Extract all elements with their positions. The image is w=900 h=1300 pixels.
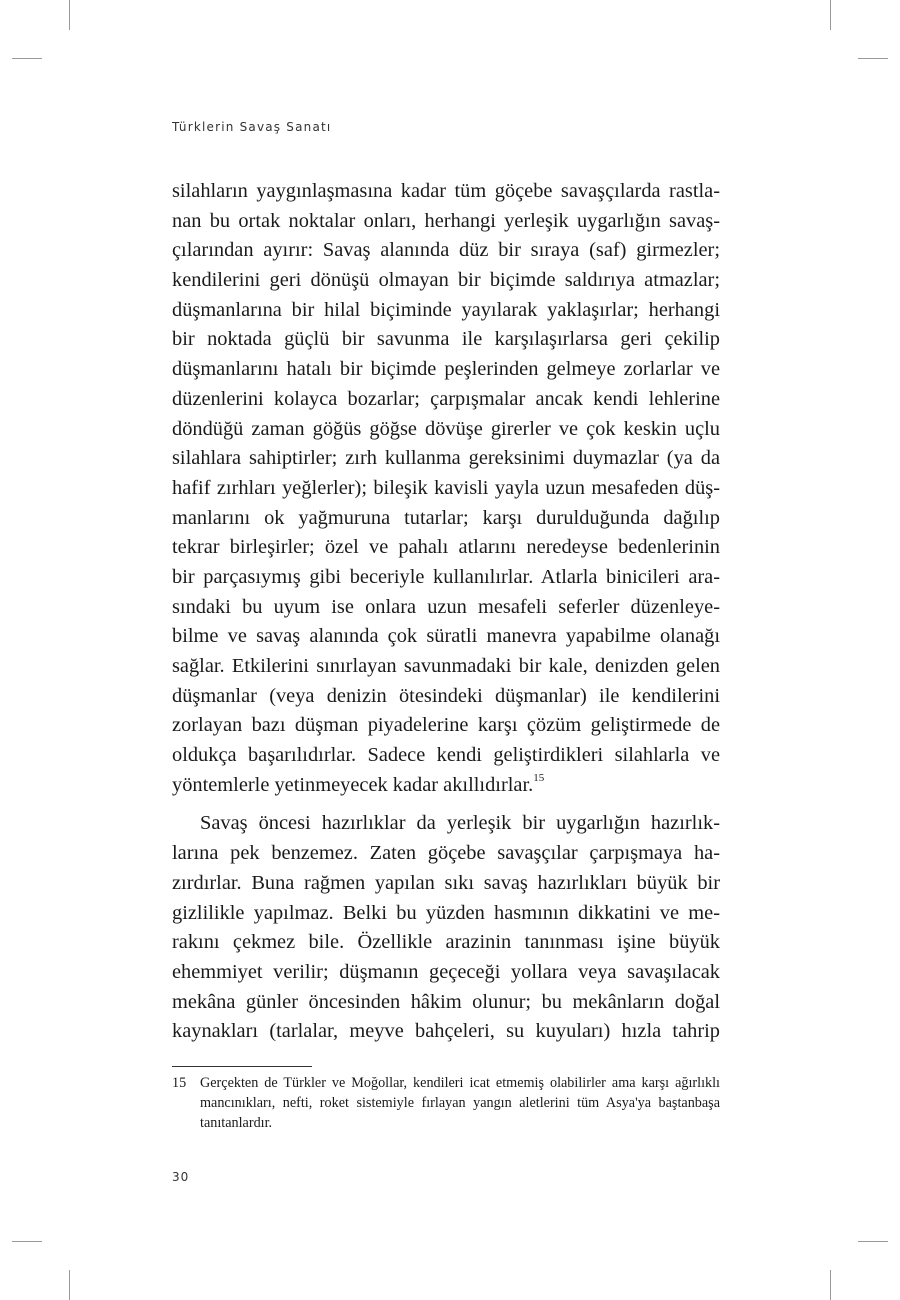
body-text — [172, 177, 720, 1047]
text-line: kaynakları (tarlalar, meyve bahçeleri, su kuyuları) hızla tahrip — [172, 1020, 720, 1043]
text-line: gizlilikle yapılmaz. Belki bu yüzden hasmının dikkatini ve me- — [172, 901, 720, 924]
text-line: düzenlerini kolayca bozarlar; çarpışmalar ancak kendi lehlerine — [172, 387, 720, 410]
text-line: silahların yaygınlaşmasına kadar tüm göçebe savaşçılarda rastla- — [172, 180, 720, 202]
text-line: bir parçasıymış gibi beceriyle kullanılırlar. Atlarla binicileri ara- — [172, 565, 720, 588]
footnote-text: Gerçekten de Türkler ve Moğollar, kendileri icat etmemiş olabilirler ama karşı ağırlıklı mancınıkları, nefti, roket sistemiyle fırlayan yangın aletlerini tüm Asya'ya baştanbaşa tanıtanlardır. — [200, 1075, 720, 1131]
text-line: nan bu ortak noktalar onları, herhangi yerleşik uygarlığın savaş- — [172, 209, 720, 232]
crop-mark — [830, 1270, 831, 1300]
text-line: zırdırlar. Buna rağmen yapılan sıkı savaş hazırlıkları büyük bir — [172, 871, 720, 894]
crop-mark — [858, 58, 888, 59]
text-line: tekrar birleşirler; özel ve pahalı atlarını neredeyse bedenlerinin — [172, 536, 720, 559]
text-line: düşmanlar (veya denizin ötesindeki düşmanlar) ile kendilerini — [172, 684, 720, 707]
paragraph — [172, 809, 720, 1047]
page-number: 30 — [172, 1170, 190, 1184]
footnote-number: 15 — [172, 1075, 187, 1091]
text-line: larına pek benzemez. Zaten göçebe savaşçılar çarpışmaya ha- — [172, 842, 720, 865]
crop-mark — [12, 58, 42, 59]
text-line: bilme ve savaş alanında çok süratli manevra yapabilme olanağı — [172, 625, 720, 648]
crop-mark — [858, 1241, 888, 1242]
text-line: Savaş öncesi hazırlıklar da yerleşik bir uygarlığın hazırlık- — [200, 812, 720, 835]
text-line: kendilerini geri dönüşü olmayan bir biçimde saldırıya atmazlar; — [172, 269, 720, 292]
text-line: rakını çekmez bile. Özellikle arazinin tanınması işine büyük — [172, 931, 720, 954]
text-line: silahlara sahiptirler; zırh kullanma gereksinimi duymazlar (ya da — [172, 447, 720, 470]
text-line: çılarından ayırır: Savaş alanında düz bir sıraya (saf) girmezler; — [172, 239, 720, 262]
text-line: düşmanlarına bir hilal biçiminde yayılarak yaklaşırlar; herhangi — [172, 298, 720, 321]
text-line: mekâna günler öncesinden hâkim olunur; bu mekânların doğal — [172, 990, 720, 1013]
text-line: hafif zırhları yeğlerler); bileşik kavisli yayla uzun mesafeden düş- — [172, 476, 720, 499]
text-line: oldukça başarılıdırlar. Sadece kendi geliştirdikleri silahlarla ve — [172, 744, 720, 767]
paragraph — [172, 177, 720, 771]
text-line: manlarını ok yağmuruna tutarlar; karşı durulduğunda dağılıp — [172, 506, 720, 529]
crop-mark — [830, 0, 831, 30]
text-line: sındaki bu uyum ise onlara uzun mesafeli seferler düzenleye- — [172, 595, 720, 618]
crop-mark — [69, 0, 70, 30]
text-line: zorlayan bazı düşman piyadelerine karşı çözüm geliştirmede de — [172, 714, 720, 737]
footnote-divider — [172, 1066, 312, 1067]
text-line: bir noktada güçlü bir savunma ile karşılaşırlarsa geri çekilip — [172, 328, 720, 351]
text-line: yöntemlerle yetinmeyecek kadar akıllıdırlar. — [172, 773, 534, 796]
running-head: Türklerin Savaş Sanatı — [172, 120, 332, 134]
crop-mark — [12, 1241, 42, 1242]
text-line: sağlar. Etkilerini sınırlayan savunmadaki bir kale, denizden gelen — [172, 655, 720, 677]
text-line: ehemmiyet verilir; düşmanın geçeceği yollara veya savaşılacak — [172, 960, 720, 983]
crop-mark — [69, 1270, 70, 1300]
paragraph-last-line — [172, 771, 720, 801]
footnote-reference[interactable]: 15 — [533, 771, 545, 784]
text-line: döndüğü zaman göğüs göğse dövüşe girerler ve çok keskin uçlu — [172, 417, 720, 440]
text-line: düşmanlarını hatalı bir biçimde peşlerinden gelmeye zorlarlar ve — [172, 358, 720, 381]
footnote — [172, 1073, 720, 1133]
